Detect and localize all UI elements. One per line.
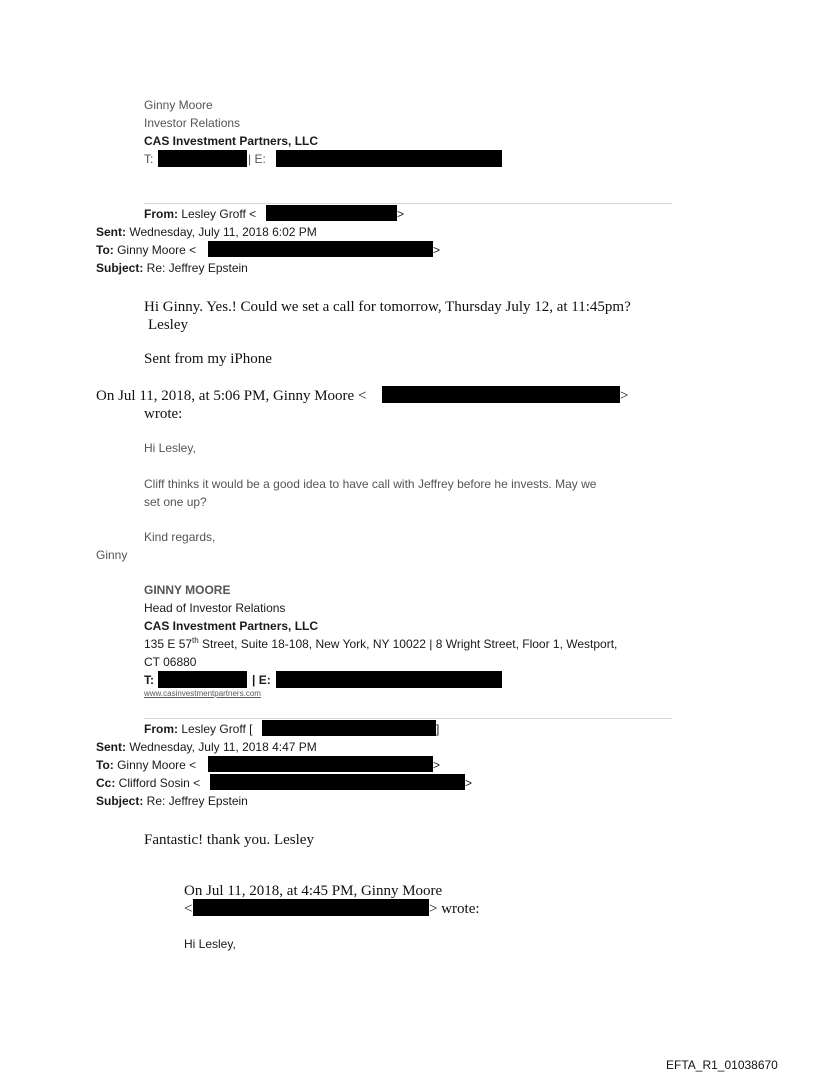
redaction-box (382, 386, 620, 403)
quote1-on-close: > (620, 388, 629, 404)
quote2-wrote: > wrote: (429, 901, 480, 917)
msg1-signoff: Ginny (96, 548, 128, 562)
redaction-box (158, 150, 247, 167)
sig2-phone-label: T: (144, 673, 154, 687)
header2-sent: Sent: Wednesday, July 11, 2018 4:47 PM (96, 740, 317, 754)
sig1-company: CAS Investment Partners, LLC (144, 134, 319, 148)
header2-from-close: ] (436, 722, 440, 736)
document-id: EFTA_R1_01038670 (666, 1058, 778, 1072)
header1-sent: Sent: Wednesday, July 11, 2018 6:02 PM (96, 225, 317, 239)
msg1-body-line1: Cliff thinks it would be a good idea to have call with Jeffrey before he invests. May we (144, 477, 597, 491)
sig1-title: Investor Relations (144, 116, 241, 130)
header1-to-close: > (433, 243, 441, 257)
sig2-address: 135 E 57th Street, Suite 18-108, New York, NY 10022 | 8 Wright Street, Floor 1, Westport, (144, 636, 618, 651)
header2-cc-close: > (465, 776, 473, 790)
sig1-name: Ginny Moore (144, 98, 213, 112)
header2-from: From: Lesley Groff [ (144, 722, 253, 736)
redaction-box (210, 774, 465, 790)
msg1-greeting: Hi Lesley, (144, 441, 196, 455)
header-divider (144, 718, 672, 719)
redaction-box (158, 671, 247, 688)
header1-from-close: > (397, 207, 405, 221)
redaction-box (276, 671, 502, 688)
msg1-closing: Kind regards, (144, 530, 216, 544)
sig2-name: GINNY MOORE (144, 583, 231, 597)
reply1-line1: Hi Ginny. Yes.! Could we set a call for tomorrow, Thursday July 12, at 11:45pm? (144, 299, 631, 315)
quote2-on-line: On Jul 11, 2018, at 4:45 PM, Ginny Moore (184, 883, 443, 899)
msg1-body-line2: set one up? (144, 495, 207, 509)
sig2-company: CAS Investment Partners, LLC (144, 619, 319, 633)
quote2-lt: < (184, 901, 193, 917)
redaction-box (208, 756, 433, 772)
redaction-box (266, 205, 397, 221)
redaction-box (208, 241, 433, 257)
sig2-address-line2: CT 06880 (144, 655, 197, 669)
header2-subject: Subject: Re: Jeffrey Epstein (96, 794, 248, 808)
header2-to: To: Ginny Moore < (96, 758, 197, 772)
quote2-greeting: Hi Lesley, (184, 937, 236, 951)
header-divider (144, 203, 672, 204)
reply2-text: Fantastic! thank you. Lesley (144, 832, 314, 848)
redaction-box (276, 150, 502, 167)
sig1-phone-label: T: (144, 152, 154, 166)
redaction-box (262, 720, 436, 736)
reply1-line2: Lesley (148, 317, 188, 333)
reply1-sent-from: Sent from my iPhone (144, 351, 272, 367)
quote1-on-line: On Jul 11, 2018, at 5:06 PM, Ginny Moore < (96, 388, 367, 404)
header1-to: To: Ginny Moore < (96, 243, 197, 257)
sig2-title: Head of Investor Relations (144, 601, 286, 615)
sig1-email-label: | E: (248, 152, 266, 166)
header1-from: From: Lesley Groff < (144, 207, 257, 221)
redaction-box (193, 899, 429, 916)
header2-cc: Cc: Clifford Sosin < (96, 776, 201, 790)
quote1-wrote: wrote: (144, 406, 183, 422)
header2-to-close: > (433, 758, 441, 772)
website-link[interactable]: www.casinvestmentpartners.com (144, 689, 261, 698)
header1-subject: Subject: Re: Jeffrey Epstein (96, 261, 248, 275)
sig2-email-label: | E: (252, 673, 271, 687)
